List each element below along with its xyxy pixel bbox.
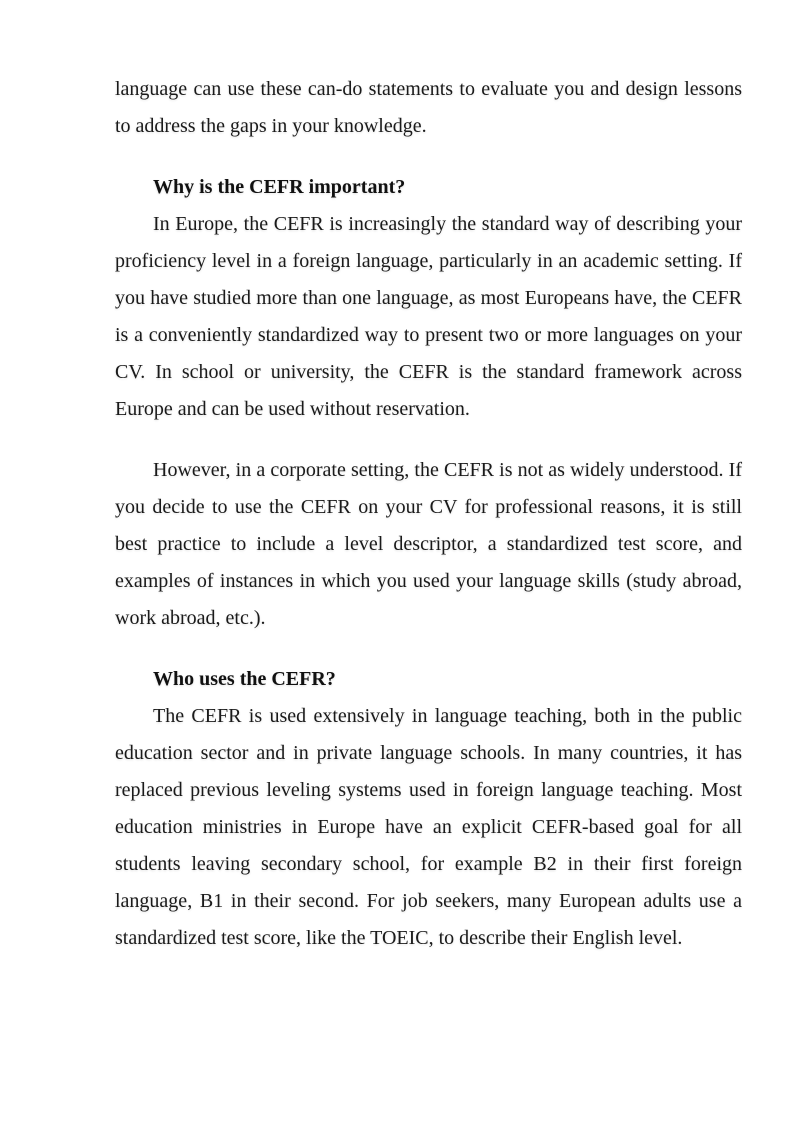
paragraph-cefr-in-europe: In Europe, the CEFR is increasingly the standard way of describing your proficiency level in a foreign language, particularly in an academic setting. If you have studied more than one language, as most Europeans have, the CEFR is a conveniently standardized way to present two or more languages on your CV. In school or university, the CEFR is the standard framework across Europe and can be used without reservation.: [115, 213, 742, 420]
section-spacer: [115, 145, 742, 169]
section-heading-why-cefr-important: Why is the CEFR important?: [153, 176, 406, 198]
document-body: [115, 71, 742, 957]
continuation-paragraph: language can use these can-do statements to evaluate you and design lessons to address the gaps in your knowledge.: [115, 78, 742, 137]
paragraph-corporate-setting: However, in a corporate setting, the CEFR is not as widely understood. If you decide to use the CEFR on your CV for professional reasons, it is still best practice to include a level descriptor, a standardized test score, and examples of instances in which you used your language skills (study abroad, work abroad, etc.).: [115, 459, 742, 629]
paragraph-cefr-usage: The CEFR is used extensively in language teaching, both in the public education sector and in private language schools. In many countries, it has replaced previous leveling systems used in foreign language teaching. Most education ministries in Europe have an explicit CEFR-based goal for all students leaving secondary school, for example B2 in their first foreign language, B1 in their second. For job seekers, many European adults use a standardized test score, like the TOEIC, to describe their English level.: [115, 705, 742, 949]
section-heading-who-uses-cefr: Who uses the CEFR?: [153, 668, 336, 690]
paragraph-spacer: [115, 428, 742, 452]
section-spacer: [115, 637, 742, 661]
